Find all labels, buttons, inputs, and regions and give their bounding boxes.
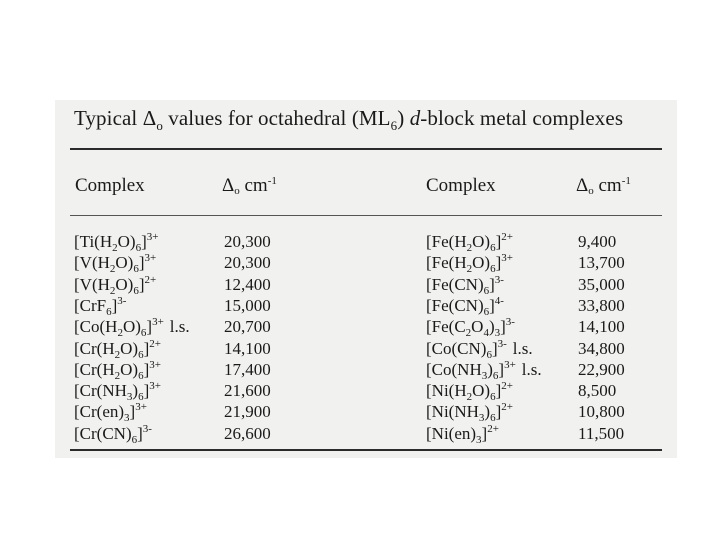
header-delta-left: $\Delta_o$ $cm^{-1}$ — [222, 175, 277, 197]
delta-value-right: 13,700 — [578, 253, 625, 273]
delta-value-left: 21,600 — [224, 381, 271, 401]
complex-formula-left: $[Cr(NH_3)_6]^{3+}$ — [74, 380, 161, 404]
charge-label: 3- — [505, 316, 515, 329]
complex-formula-right: $[Ni(H_2O)_6]^{2+}$ — [426, 380, 513, 404]
delta-value-right: 10,800 — [578, 402, 625, 422]
charge-label: 3+ — [149, 380, 161, 393]
delta-value-right: 34,800 — [578, 338, 625, 358]
header-complex-left: Complex — [75, 175, 145, 196]
delta-value-left: 20,700 — [224, 317, 271, 337]
charge-label: 3- — [494, 273, 504, 286]
delta-value-left: 12,400 — [224, 274, 271, 294]
delta-value-left: 26,600 — [224, 423, 271, 443]
complex-formula-right: $[Fe(C_2O_4)_3]^{3-}$ — [426, 316, 515, 340]
delta-value-left: 14,100 — [224, 338, 271, 358]
complex-formula-left: $[Cr(CN)_6]^{3-}$ — [74, 422, 152, 446]
charge-label: 3+ — [152, 316, 164, 329]
bottom-rule — [70, 449, 662, 451]
complex-formula-right: $[Fe(CN)_6]^{3-}$ — [426, 273, 504, 297]
charge-label: 3+ — [504, 358, 516, 371]
complex-formula-left: $[Ti(H_2O)_6]^{3+}$ — [74, 231, 159, 254]
complex-formula-right: $[Fe(H_2O)_6]^{3+}$ — [426, 252, 513, 276]
delta-value-right: 11,500 — [578, 423, 625, 443]
complex-formula-right: $[Co(NH_3)_6]^{3+}$ l.s. — [426, 358, 542, 382]
charge-label: 3- — [117, 294, 127, 307]
delta-value-right: 22,900 — [578, 359, 625, 379]
charge-label: 2+ — [501, 231, 513, 243]
charge-label: 2+ — [501, 380, 513, 393]
charge-label: 3+ — [149, 358, 161, 371]
delta-value-right: 9,400 — [578, 232, 617, 251]
delta-value-left: 20,300 — [224, 232, 271, 251]
charge-label: 2+ — [501, 401, 513, 414]
charge-label: 2+ — [149, 337, 161, 350]
delta-value-right: 33,800 — [578, 295, 625, 315]
complex-formula-left: $[CrF_6]^{3-}$ — [74, 294, 127, 318]
spin-state-label: l.s. — [512, 338, 533, 358]
complex-formula-left: $[Cr(H_2O)_6]^{3+}$ — [74, 358, 161, 382]
charge-label: 3- — [142, 422, 152, 435]
complex-formula-left: $[Cr(en)_3]^{3+}$ — [74, 401, 147, 425]
delta-value-left: 17,400 — [224, 359, 271, 379]
complex-formula-left: $[V(H_2O)_6]^{3+}$ — [74, 252, 157, 276]
complex-formula-left: $[V(H_2O)_6]^{2+}$ — [74, 273, 157, 297]
header-complex-right: Complex — [426, 175, 496, 196]
delta-value-left: 21,900 — [224, 402, 271, 422]
complex-formula-right: $[Ni(en)_3]^{2+}$ — [426, 422, 499, 446]
charge-label: 2+ — [144, 273, 157, 286]
delta-value-left: 15,000 — [224, 295, 271, 315]
table-title: Typical $\Delta_o$ values for octahedral $(ML_6)$ d-block metal complexes — [74, 106, 624, 134]
delta-value-right: 35,000 — [578, 274, 625, 294]
delta-value-right: 14,100 — [578, 317, 625, 337]
complex-formula-right: $[Co(CN)_6]^{3-}$ l.s. — [426, 337, 533, 361]
charge-label: 3+ — [501, 252, 513, 265]
delta-value-left: 20,300 — [224, 253, 271, 273]
charge-label: 2+ — [487, 422, 499, 435]
complex-formula-left: $[Cr(H_2O)_6]^{2+}$ — [74, 337, 161, 361]
charge-label: 3+ — [146, 231, 159, 243]
charge-label: 3+ — [144, 252, 157, 265]
header-rule — [70, 215, 662, 216]
complex-formula-right: $[Fe(CN)_6]^{4-}$ — [426, 294, 504, 318]
complex-formula-right: $[Fe(H_2O)_6]^{2+}$ — [426, 231, 513, 254]
delta-value-right: 8,500 — [578, 381, 617, 401]
header-delta-right: $\Delta_o$ $cm^{-1}$ — [576, 175, 631, 197]
spin-state-label: l.s. — [169, 317, 190, 337]
complex-formula-right: $[Ni(NH_3)_6]^{2+}$ — [426, 401, 513, 425]
charge-label: 3+ — [135, 401, 147, 414]
spin-state-label: l.s. — [521, 359, 542, 379]
charge-label: 4- — [494, 294, 504, 307]
complex-formula-left: $[Co(H_2O)_6]^{3+}$ l.s. — [74, 316, 190, 340]
charge-label: 3- — [497, 337, 507, 350]
top-rule — [70, 148, 662, 150]
